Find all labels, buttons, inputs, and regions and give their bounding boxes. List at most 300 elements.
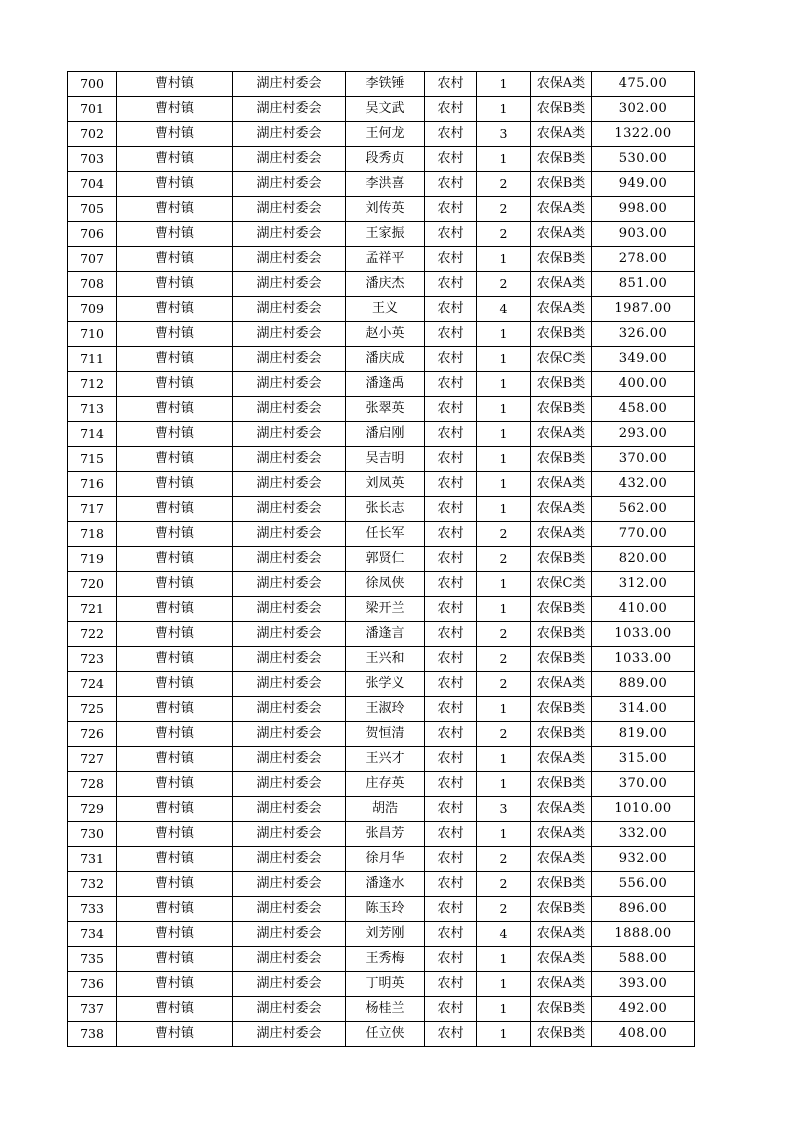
category-cell: 农保B类 (531, 322, 592, 347)
household-count-cell: 1 (477, 997, 531, 1022)
serial-cell: 738 (68, 1022, 117, 1047)
name-cell: 张昌芳 (346, 822, 425, 847)
type-cell: 农村 (425, 447, 477, 472)
town-cell: 曹村镇 (117, 747, 233, 772)
serial-cell: 702 (68, 122, 117, 147)
table-row (68, 397, 695, 422)
type-cell: 农村 (425, 272, 477, 297)
serial-cell: 709 (68, 297, 117, 322)
town-cell: 曹村镇 (117, 447, 233, 472)
town-cell: 曹村镇 (117, 397, 233, 422)
table-row (68, 347, 695, 372)
town-cell: 曹村镇 (117, 647, 233, 672)
name-cell: 王兴才 (346, 747, 425, 772)
type-cell: 农村 (425, 222, 477, 247)
table-row (68, 647, 695, 672)
village-cell: 湖庄村委会 (233, 147, 346, 172)
amount-cell: 903.00 (592, 222, 695, 247)
town-cell: 曹村镇 (117, 847, 233, 872)
town-cell: 曹村镇 (117, 222, 233, 247)
category-cell: 农保B类 (531, 697, 592, 722)
town-cell: 曹村镇 (117, 272, 233, 297)
name-cell: 任长军 (346, 522, 425, 547)
town-cell: 曹村镇 (117, 897, 233, 922)
category-cell: 农保B类 (531, 897, 592, 922)
serial-cell: 736 (68, 972, 117, 997)
type-cell: 农村 (425, 672, 477, 697)
village-cell: 湖庄村委会 (233, 297, 346, 322)
amount-cell: 1888.00 (592, 922, 695, 947)
table-body (68, 72, 695, 1047)
name-cell: 梁开兰 (346, 597, 425, 622)
town-cell: 曹村镇 (117, 822, 233, 847)
household-count-cell: 2 (477, 897, 531, 922)
town-cell: 曹村镇 (117, 1022, 233, 1047)
name-cell: 徐凤侠 (346, 572, 425, 597)
name-cell: 潘逢禹 (346, 372, 425, 397)
serial-cell: 717 (68, 497, 117, 522)
amount-cell: 1033.00 (592, 622, 695, 647)
serial-cell: 734 (68, 922, 117, 947)
table-row (68, 697, 695, 722)
category-cell: 农保B类 (531, 722, 592, 747)
amount-cell: 492.00 (592, 997, 695, 1022)
amount-cell: 408.00 (592, 1022, 695, 1047)
name-cell: 潘庆成 (346, 347, 425, 372)
type-cell: 农村 (425, 147, 477, 172)
table-row (68, 872, 695, 897)
name-cell: 潘逢言 (346, 622, 425, 647)
household-count-cell: 1 (477, 247, 531, 272)
relief-roster-table (67, 71, 695, 1047)
type-cell: 农村 (425, 572, 477, 597)
town-cell: 曹村镇 (117, 697, 233, 722)
type-cell: 农村 (425, 422, 477, 447)
serial-cell: 731 (68, 847, 117, 872)
town-cell: 曹村镇 (117, 597, 233, 622)
village-cell: 湖庄村委会 (233, 947, 346, 972)
table-row (68, 322, 695, 347)
category-cell: 农保B类 (531, 997, 592, 1022)
name-cell: 王秀梅 (346, 947, 425, 972)
household-count-cell: 1 (477, 947, 531, 972)
amount-cell: 949.00 (592, 172, 695, 197)
serial-cell: 704 (68, 172, 117, 197)
category-cell: 农保A类 (531, 422, 592, 447)
serial-cell: 715 (68, 447, 117, 472)
amount-cell: 370.00 (592, 772, 695, 797)
type-cell: 农村 (425, 322, 477, 347)
village-cell: 湖庄村委会 (233, 747, 346, 772)
name-cell: 王兴和 (346, 647, 425, 672)
village-cell: 湖庄村委会 (233, 622, 346, 647)
serial-cell: 720 (68, 572, 117, 597)
serial-cell: 708 (68, 272, 117, 297)
household-count-cell: 1 (477, 697, 531, 722)
household-count-cell: 1 (477, 97, 531, 122)
town-cell: 曹村镇 (117, 197, 233, 222)
table-row (68, 122, 695, 147)
village-cell: 湖庄村委会 (233, 822, 346, 847)
type-cell: 农村 (425, 747, 477, 772)
serial-cell: 723 (68, 647, 117, 672)
name-cell: 王家振 (346, 222, 425, 247)
name-cell: 孟祥平 (346, 247, 425, 272)
name-cell: 陈玉玲 (346, 897, 425, 922)
amount-cell: 851.00 (592, 272, 695, 297)
category-cell: 农保A类 (531, 947, 592, 972)
category-cell: 农保A类 (531, 72, 592, 97)
type-cell: 农村 (425, 522, 477, 547)
household-count-cell: 2 (477, 672, 531, 697)
type-cell: 农村 (425, 397, 477, 422)
table-row (68, 447, 695, 472)
table-row (68, 97, 695, 122)
household-count-cell: 1 (477, 447, 531, 472)
amount-cell: 315.00 (592, 747, 695, 772)
town-cell: 曹村镇 (117, 472, 233, 497)
name-cell: 杨桂兰 (346, 997, 425, 1022)
serial-cell: 727 (68, 747, 117, 772)
type-cell: 农村 (425, 822, 477, 847)
household-count-cell: 3 (477, 122, 531, 147)
village-cell: 湖庄村委会 (233, 972, 346, 997)
name-cell: 张翠英 (346, 397, 425, 422)
village-cell: 湖庄村委会 (233, 597, 346, 622)
amount-cell: 819.00 (592, 722, 695, 747)
category-cell: 农保A类 (531, 972, 592, 997)
village-cell: 湖庄村委会 (233, 497, 346, 522)
serial-cell: 729 (68, 797, 117, 822)
name-cell: 吴吉明 (346, 447, 425, 472)
table-row (68, 147, 695, 172)
type-cell: 农村 (425, 722, 477, 747)
amount-cell: 393.00 (592, 972, 695, 997)
town-cell: 曹村镇 (117, 997, 233, 1022)
amount-cell: 293.00 (592, 422, 695, 447)
household-count-cell: 1 (477, 747, 531, 772)
table-row (68, 597, 695, 622)
name-cell: 任立侠 (346, 1022, 425, 1047)
amount-cell: 349.00 (592, 347, 695, 372)
household-count-cell: 2 (477, 622, 531, 647)
category-cell: 农保B类 (531, 872, 592, 897)
household-count-cell: 2 (477, 222, 531, 247)
town-cell: 曹村镇 (117, 122, 233, 147)
name-cell: 潘逢水 (346, 872, 425, 897)
household-count-cell: 1 (477, 72, 531, 97)
village-cell: 湖庄村委会 (233, 422, 346, 447)
household-count-cell: 1 (477, 972, 531, 997)
type-cell: 农村 (425, 247, 477, 272)
village-cell: 湖庄村委会 (233, 897, 346, 922)
type-cell: 农村 (425, 847, 477, 872)
table-row (68, 372, 695, 397)
household-count-cell: 1 (477, 347, 531, 372)
name-cell: 贺恒清 (346, 722, 425, 747)
town-cell: 曹村镇 (117, 147, 233, 172)
town-cell: 曹村镇 (117, 322, 233, 347)
amount-cell: 410.00 (592, 597, 695, 622)
type-cell: 农村 (425, 472, 477, 497)
category-cell: 农保A类 (531, 747, 592, 772)
category-cell: 农保B类 (531, 172, 592, 197)
household-count-cell: 2 (477, 647, 531, 672)
town-cell: 曹村镇 (117, 922, 233, 947)
name-cell: 李洪喜 (346, 172, 425, 197)
serial-cell: 716 (68, 472, 117, 497)
name-cell: 王淑玲 (346, 697, 425, 722)
household-count-cell: 1 (477, 372, 531, 397)
category-cell: 农保A类 (531, 222, 592, 247)
serial-cell: 722 (68, 622, 117, 647)
serial-cell: 711 (68, 347, 117, 372)
household-count-cell: 1 (477, 822, 531, 847)
category-cell: 农保B类 (531, 447, 592, 472)
table-row (68, 847, 695, 872)
category-cell: 农保B类 (531, 622, 592, 647)
type-cell: 农村 (425, 647, 477, 672)
household-count-cell: 1 (477, 497, 531, 522)
category-cell: 农保B类 (531, 97, 592, 122)
serial-cell: 719 (68, 547, 117, 572)
amount-cell: 530.00 (592, 147, 695, 172)
village-cell: 湖庄村委会 (233, 872, 346, 897)
amount-cell: 556.00 (592, 872, 695, 897)
name-cell: 李铁锤 (346, 72, 425, 97)
type-cell: 农村 (425, 72, 477, 97)
village-cell: 湖庄村委会 (233, 572, 346, 597)
serial-cell: 728 (68, 772, 117, 797)
village-cell: 湖庄村委会 (233, 447, 346, 472)
table-row (68, 747, 695, 772)
village-cell: 湖庄村委会 (233, 472, 346, 497)
category-cell: 农保B类 (531, 547, 592, 572)
village-cell: 湖庄村委会 (233, 197, 346, 222)
town-cell: 曹村镇 (117, 97, 233, 122)
village-cell: 湖庄村委会 (233, 647, 346, 672)
name-cell: 庄存英 (346, 772, 425, 797)
amount-cell: 1033.00 (592, 647, 695, 672)
category-cell: 农保A类 (531, 797, 592, 822)
town-cell: 曹村镇 (117, 422, 233, 447)
category-cell: 农保B类 (531, 372, 592, 397)
serial-cell: 714 (68, 422, 117, 447)
serial-cell: 705 (68, 197, 117, 222)
serial-cell: 703 (68, 147, 117, 172)
category-cell: 农保B类 (531, 647, 592, 672)
household-count-cell: 4 (477, 297, 531, 322)
town-cell: 曹村镇 (117, 372, 233, 397)
table-row (68, 672, 695, 697)
serial-cell: 718 (68, 522, 117, 547)
village-cell: 湖庄村委会 (233, 72, 346, 97)
village-cell: 湖庄村委会 (233, 847, 346, 872)
household-count-cell: 2 (477, 197, 531, 222)
table-row (68, 247, 695, 272)
type-cell: 农村 (425, 622, 477, 647)
serial-cell: 735 (68, 947, 117, 972)
town-cell: 曹村镇 (117, 722, 233, 747)
table-row (68, 572, 695, 597)
category-cell: 农保C类 (531, 572, 592, 597)
amount-cell: 432.00 (592, 472, 695, 497)
table-row (68, 522, 695, 547)
type-cell: 农村 (425, 872, 477, 897)
category-cell: 农保B类 (531, 597, 592, 622)
amount-cell: 302.00 (592, 97, 695, 122)
type-cell: 农村 (425, 172, 477, 197)
category-cell: 农保B类 (531, 1022, 592, 1047)
category-cell: 农保B类 (531, 147, 592, 172)
village-cell: 湖庄村委会 (233, 347, 346, 372)
serial-cell: 732 (68, 872, 117, 897)
amount-cell: 562.00 (592, 497, 695, 522)
town-cell: 曹村镇 (117, 347, 233, 372)
category-cell: 农保A类 (531, 197, 592, 222)
name-cell: 赵小英 (346, 322, 425, 347)
table-row (68, 997, 695, 1022)
household-count-cell: 2 (477, 272, 531, 297)
household-count-cell: 2 (477, 547, 531, 572)
amount-cell: 932.00 (592, 847, 695, 872)
type-cell: 农村 (425, 372, 477, 397)
amount-cell: 332.00 (592, 822, 695, 847)
document-page (67, 71, 694, 1047)
serial-cell: 706 (68, 222, 117, 247)
village-cell: 湖庄村委会 (233, 722, 346, 747)
serial-cell: 726 (68, 722, 117, 747)
name-cell: 丁明英 (346, 972, 425, 997)
town-cell: 曹村镇 (117, 172, 233, 197)
type-cell: 农村 (425, 947, 477, 972)
category-cell: 农保A类 (531, 472, 592, 497)
household-count-cell: 1 (477, 772, 531, 797)
table-row (68, 897, 695, 922)
village-cell: 湖庄村委会 (233, 672, 346, 697)
type-cell: 农村 (425, 1022, 477, 1047)
town-cell: 曹村镇 (117, 72, 233, 97)
category-cell: 农保C类 (531, 347, 592, 372)
table-row (68, 297, 695, 322)
table-row (68, 822, 695, 847)
serial-cell: 707 (68, 247, 117, 272)
table-row (68, 422, 695, 447)
category-cell: 农保B类 (531, 247, 592, 272)
town-cell: 曹村镇 (117, 672, 233, 697)
category-cell: 农保A类 (531, 822, 592, 847)
name-cell: 段秀贞 (346, 147, 425, 172)
village-cell: 湖庄村委会 (233, 272, 346, 297)
table-row (68, 472, 695, 497)
amount-cell: 896.00 (592, 897, 695, 922)
type-cell: 农村 (425, 297, 477, 322)
village-cell: 湖庄村委会 (233, 372, 346, 397)
type-cell: 农村 (425, 497, 477, 522)
name-cell: 潘庆杰 (346, 272, 425, 297)
village-cell: 湖庄村委会 (233, 697, 346, 722)
table-row (68, 197, 695, 222)
name-cell: 徐月华 (346, 847, 425, 872)
amount-cell: 770.00 (592, 522, 695, 547)
town-cell: 曹村镇 (117, 972, 233, 997)
table-row (68, 497, 695, 522)
household-count-cell: 1 (477, 422, 531, 447)
table-row (68, 547, 695, 572)
name-cell: 潘启刚 (346, 422, 425, 447)
name-cell: 胡浩 (346, 797, 425, 822)
amount-cell: 370.00 (592, 447, 695, 472)
village-cell: 湖庄村委会 (233, 122, 346, 147)
household-count-cell: 2 (477, 722, 531, 747)
village-cell: 湖庄村委会 (233, 97, 346, 122)
type-cell: 农村 (425, 547, 477, 572)
town-cell: 曹村镇 (117, 947, 233, 972)
table-row (68, 947, 695, 972)
town-cell: 曹村镇 (117, 522, 233, 547)
serial-cell: 733 (68, 897, 117, 922)
table-row (68, 722, 695, 747)
type-cell: 农村 (425, 797, 477, 822)
household-count-cell: 1 (477, 397, 531, 422)
name-cell: 张学义 (346, 672, 425, 697)
village-cell: 湖庄村委会 (233, 797, 346, 822)
household-count-cell: 2 (477, 522, 531, 547)
household-count-cell: 1 (477, 1022, 531, 1047)
village-cell: 湖庄村委会 (233, 397, 346, 422)
category-cell: 农保A类 (531, 847, 592, 872)
village-cell: 湖庄村委会 (233, 922, 346, 947)
table-row (68, 972, 695, 997)
amount-cell: 278.00 (592, 247, 695, 272)
type-cell: 农村 (425, 772, 477, 797)
category-cell: 农保A类 (531, 672, 592, 697)
household-count-cell: 2 (477, 847, 531, 872)
town-cell: 曹村镇 (117, 872, 233, 897)
type-cell: 农村 (425, 122, 477, 147)
name-cell: 刘芳刚 (346, 922, 425, 947)
table-row (68, 1022, 695, 1047)
name-cell: 郭贤仁 (346, 547, 425, 572)
serial-cell: 713 (68, 397, 117, 422)
household-count-cell: 1 (477, 597, 531, 622)
town-cell: 曹村镇 (117, 497, 233, 522)
serial-cell: 724 (68, 672, 117, 697)
amount-cell: 475.00 (592, 72, 695, 97)
household-count-cell: 1 (477, 472, 531, 497)
type-cell: 农村 (425, 197, 477, 222)
amount-cell: 1010.00 (592, 797, 695, 822)
serial-cell: 730 (68, 822, 117, 847)
table-row (68, 772, 695, 797)
amount-cell: 400.00 (592, 372, 695, 397)
category-cell: 农保A类 (531, 122, 592, 147)
name-cell: 王何龙 (346, 122, 425, 147)
serial-cell: 700 (68, 72, 117, 97)
amount-cell: 314.00 (592, 697, 695, 722)
amount-cell: 1322.00 (592, 122, 695, 147)
town-cell: 曹村镇 (117, 772, 233, 797)
category-cell: 农保A类 (531, 922, 592, 947)
village-cell: 湖庄村委会 (233, 222, 346, 247)
serial-cell: 701 (68, 97, 117, 122)
type-cell: 农村 (425, 922, 477, 947)
household-count-cell: 1 (477, 572, 531, 597)
household-count-cell: 1 (477, 322, 531, 347)
table-row (68, 272, 695, 297)
household-count-cell: 4 (477, 922, 531, 947)
village-cell: 湖庄村委会 (233, 772, 346, 797)
